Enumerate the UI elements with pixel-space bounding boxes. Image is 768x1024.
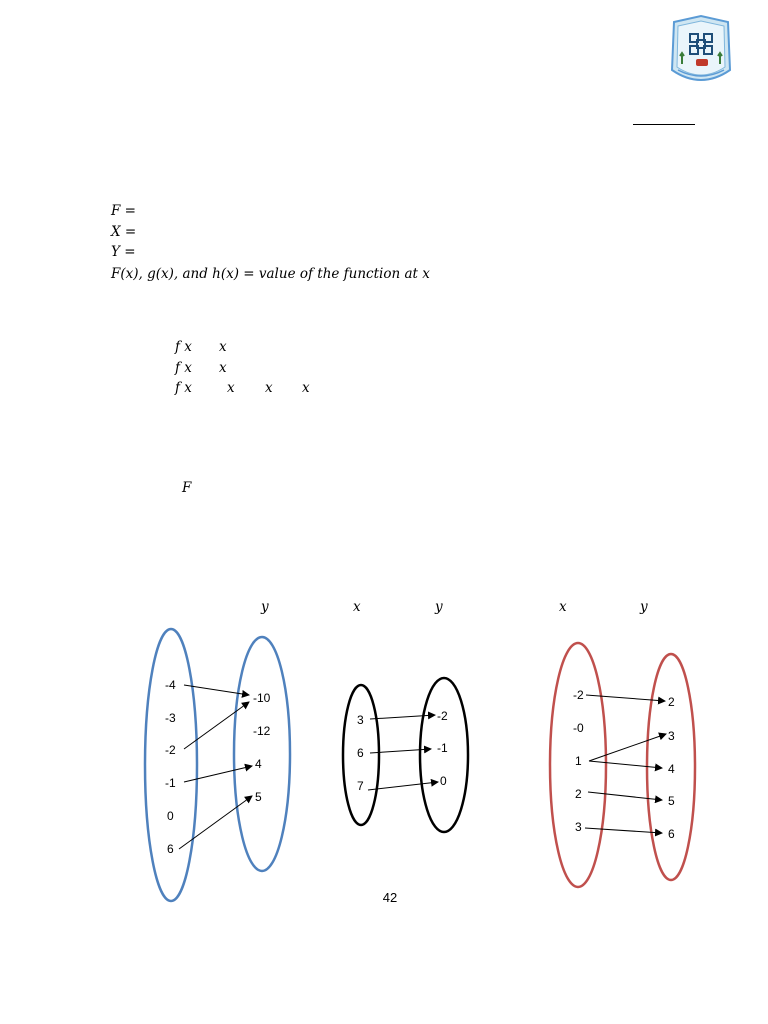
example-1-lhs: f x: [175, 339, 192, 355]
range-value: -10: [253, 691, 271, 705]
mapping-diagram-3: [550, 643, 695, 887]
diagram2-y-label: y: [435, 599, 443, 615]
example-3-x3: x: [302, 380, 310, 396]
diagram1-y-label: y: [261, 599, 269, 615]
domain-value: 2: [575, 787, 582, 801]
definition-x: X =: [111, 224, 137, 240]
mapping-diagram-1: [145, 629, 290, 901]
domain-value: 3: [357, 713, 364, 727]
example-3-x1: x: [227, 380, 235, 396]
domain-value: 1: [575, 754, 582, 768]
domain-value: 3: [575, 820, 582, 834]
range-value: 3: [668, 729, 675, 743]
mapping-arrow: [589, 761, 662, 768]
range-ellipse-1: [234, 637, 290, 871]
domain-value: -2: [165, 743, 176, 757]
domain-value: 6: [167, 842, 174, 856]
domain-ellipse-1: [145, 629, 197, 901]
range-value: -12: [253, 724, 271, 738]
mapping-arrow: [179, 796, 252, 849]
range-value: 4: [668, 762, 675, 776]
domain-value: -0: [573, 721, 584, 735]
diagram3-x-label: x: [559, 599, 567, 615]
example-1-x: x: [219, 339, 227, 355]
definition-y: Y =: [111, 244, 136, 260]
range-value: -1: [437, 741, 448, 755]
f-label: F: [182, 480, 192, 496]
domain-value: 6: [357, 746, 364, 760]
example-3-x2: x: [265, 380, 273, 396]
mapping-arrow: [588, 792, 662, 800]
range-value: 5: [255, 790, 262, 804]
mapping-arrow: [589, 734, 666, 761]
example-2-x: x: [219, 360, 227, 376]
example-3-lhs: f x: [175, 380, 192, 396]
domain-value: -4: [165, 678, 176, 692]
example-2-lhs: f x: [175, 360, 192, 376]
mapping-arrow: [184, 766, 252, 782]
range-value: 5: [668, 794, 675, 808]
definition-f: F =: [111, 203, 136, 219]
range-ellipse-2: [420, 678, 468, 832]
domain-value: -1: [165, 776, 176, 790]
range-value: 2: [668, 695, 675, 709]
domain-value: -2: [573, 688, 584, 702]
domain-value: 0: [167, 809, 174, 823]
diagram3-y-label: y: [640, 599, 648, 615]
domain-value: 7: [357, 779, 364, 793]
domain-value: -3: [165, 711, 176, 725]
range-value: -2: [437, 709, 448, 723]
diagram2-x-label: x: [353, 599, 361, 615]
range-value: 6: [668, 827, 675, 841]
mapping-arrow: [370, 715, 435, 719]
range-value: 4: [255, 757, 262, 771]
definition-value: F(x), g(x), and h(x) = value of the function at x: [111, 266, 430, 282]
page-number: 42: [382, 890, 398, 905]
mapping-diagram-2: [343, 678, 468, 832]
range-value: 0: [440, 774, 447, 788]
